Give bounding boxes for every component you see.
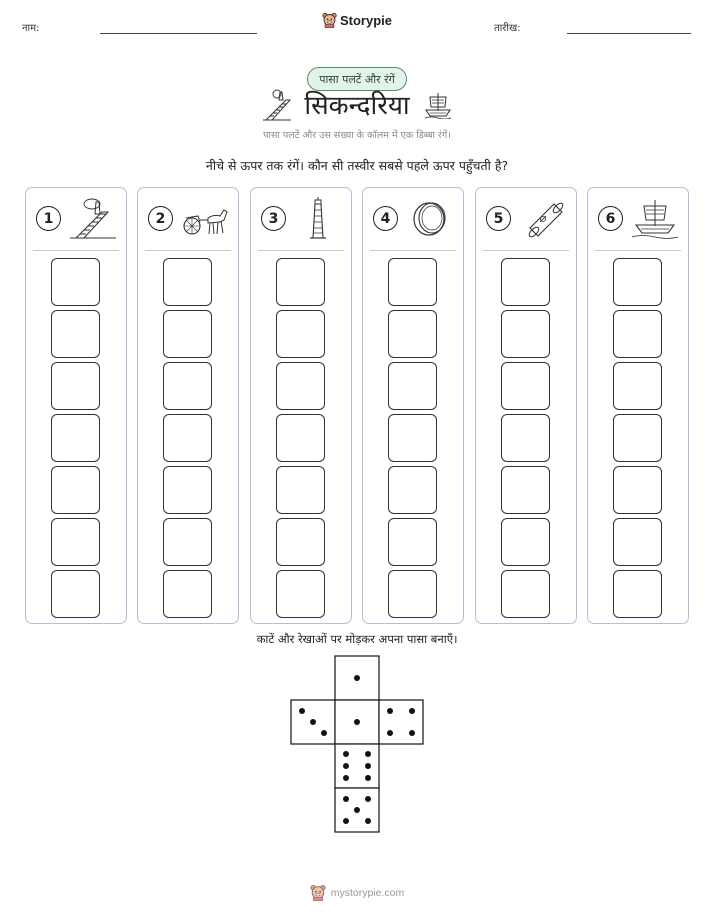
color-box[interactable] <box>501 570 550 618</box>
color-box[interactable] <box>613 414 662 462</box>
color-box[interactable] <box>276 466 325 514</box>
brand-name: Storypie <box>339 12 392 28</box>
color-box[interactable] <box>388 310 437 358</box>
color-box[interactable] <box>163 310 212 358</box>
dice-pip <box>354 675 360 681</box>
column-divider <box>258 250 344 251</box>
color-box[interactable] <box>163 362 212 410</box>
column-4[interactable] <box>362 187 464 624</box>
color-box[interactable] <box>388 518 437 566</box>
color-box[interactable] <box>388 258 437 306</box>
bear-mascot-icon <box>322 12 337 28</box>
color-box[interactable] <box>51 310 100 358</box>
dice-pip <box>321 730 327 736</box>
column-number: 4 <box>373 206 398 231</box>
date-line[interactable] <box>567 33 691 34</box>
dice-face-4 <box>379 700 423 744</box>
scroll-icon <box>518 196 568 240</box>
dice-pip <box>365 818 371 824</box>
column-divider <box>145 250 231 251</box>
ship-icon <box>630 196 680 240</box>
cut-instruction: काटें और रेखाओं पर मोड़कर अपना पासा बनाएँ। <box>256 632 458 646</box>
color-box[interactable] <box>501 518 550 566</box>
instruction: नीचे से ऊपर तक रंगें। कौन सी तस्वीर सबसे पहले ऊपर पहुँचती है? <box>205 158 509 173</box>
dice-face-6 <box>335 744 379 788</box>
lighthouse-tower-icon <box>293 196 343 240</box>
color-box[interactable] <box>613 362 662 410</box>
color-box[interactable] <box>388 414 437 462</box>
color-box[interactable] <box>51 258 100 306</box>
column-divider <box>483 250 569 251</box>
column-1[interactable] <box>25 187 127 624</box>
color-box[interactable] <box>388 466 437 514</box>
color-box[interactable] <box>51 518 100 566</box>
color-box[interactable] <box>501 466 550 514</box>
color-box[interactable] <box>276 414 325 462</box>
dice-pip <box>365 796 371 802</box>
color-box[interactable] <box>613 570 662 618</box>
bear-mascot-icon <box>310 884 326 901</box>
column-2[interactable] <box>137 187 239 624</box>
color-box[interactable] <box>163 518 212 566</box>
coin-icon <box>405 196 455 240</box>
column-6[interactable] <box>587 187 689 624</box>
color-box[interactable] <box>163 570 212 618</box>
color-box[interactable] <box>51 466 100 514</box>
column-number: 5 <box>486 206 511 231</box>
color-box[interactable] <box>51 570 100 618</box>
subtitle: पासा पलटें और उस संख्या के कॉलम में एक डिब्बा रंगें। <box>263 130 451 141</box>
color-box[interactable] <box>163 258 212 306</box>
brand-logo <box>0 12 714 28</box>
dice-pip <box>343 775 349 781</box>
column-3[interactable] <box>250 187 352 624</box>
horse-chariot-icon <box>180 196 230 240</box>
color-box[interactable] <box>613 310 662 358</box>
date-label: तारीख: <box>494 23 521 34</box>
color-box[interactable] <box>501 414 550 462</box>
color-box[interactable] <box>388 362 437 410</box>
color-box[interactable] <box>613 518 662 566</box>
column-number: 3 <box>261 206 286 231</box>
dice-pip <box>365 775 371 781</box>
page-title: सिकन्दरिया <box>304 91 410 121</box>
ship-icon <box>424 91 452 119</box>
dice-pip <box>354 719 360 725</box>
column-number: 2 <box>148 206 173 231</box>
dice-pip <box>409 708 415 714</box>
color-box[interactable] <box>613 466 662 514</box>
color-box[interactable] <box>501 362 550 410</box>
color-box[interactable] <box>276 570 325 618</box>
dice-pip <box>387 730 393 736</box>
lighthouse-stairs-icon <box>68 196 118 240</box>
dice-pip <box>299 708 305 714</box>
color-box[interactable] <box>276 518 325 566</box>
color-box[interactable] <box>51 414 100 462</box>
column-5[interactable] <box>475 187 577 624</box>
column-number: 1 <box>36 206 61 231</box>
color-box[interactable] <box>163 414 212 462</box>
column-divider <box>595 250 681 251</box>
dice-pip <box>365 751 371 757</box>
dice-pip <box>310 719 316 725</box>
color-box[interactable] <box>276 362 325 410</box>
dice-pip <box>343 763 349 769</box>
color-box[interactable] <box>276 310 325 358</box>
color-box[interactable] <box>163 466 212 514</box>
column-divider <box>370 250 456 251</box>
dice-pip <box>387 708 393 714</box>
color-box[interactable] <box>501 258 550 306</box>
dice-pip <box>409 730 415 736</box>
color-box[interactable] <box>276 258 325 306</box>
dice-pip <box>343 751 349 757</box>
color-box[interactable] <box>613 258 662 306</box>
column-number: 6 <box>598 206 623 231</box>
footer <box>0 884 714 901</box>
color-box[interactable] <box>501 310 550 358</box>
name-label: नाम: <box>22 23 40 34</box>
dice-net[interactable] <box>290 655 426 835</box>
dice-pip <box>365 763 371 769</box>
column-divider <box>33 250 119 251</box>
footer-url[interactable]: mystorypie.com <box>330 886 405 899</box>
dice-pip <box>354 807 360 813</box>
name-line[interactable] <box>100 33 257 34</box>
activity-tag: पासा पलटें और रंगें <box>307 67 407 91</box>
color-box[interactable] <box>51 362 100 410</box>
dice-pip <box>343 796 349 802</box>
color-box[interactable] <box>388 570 437 618</box>
dice-pip <box>343 818 349 824</box>
